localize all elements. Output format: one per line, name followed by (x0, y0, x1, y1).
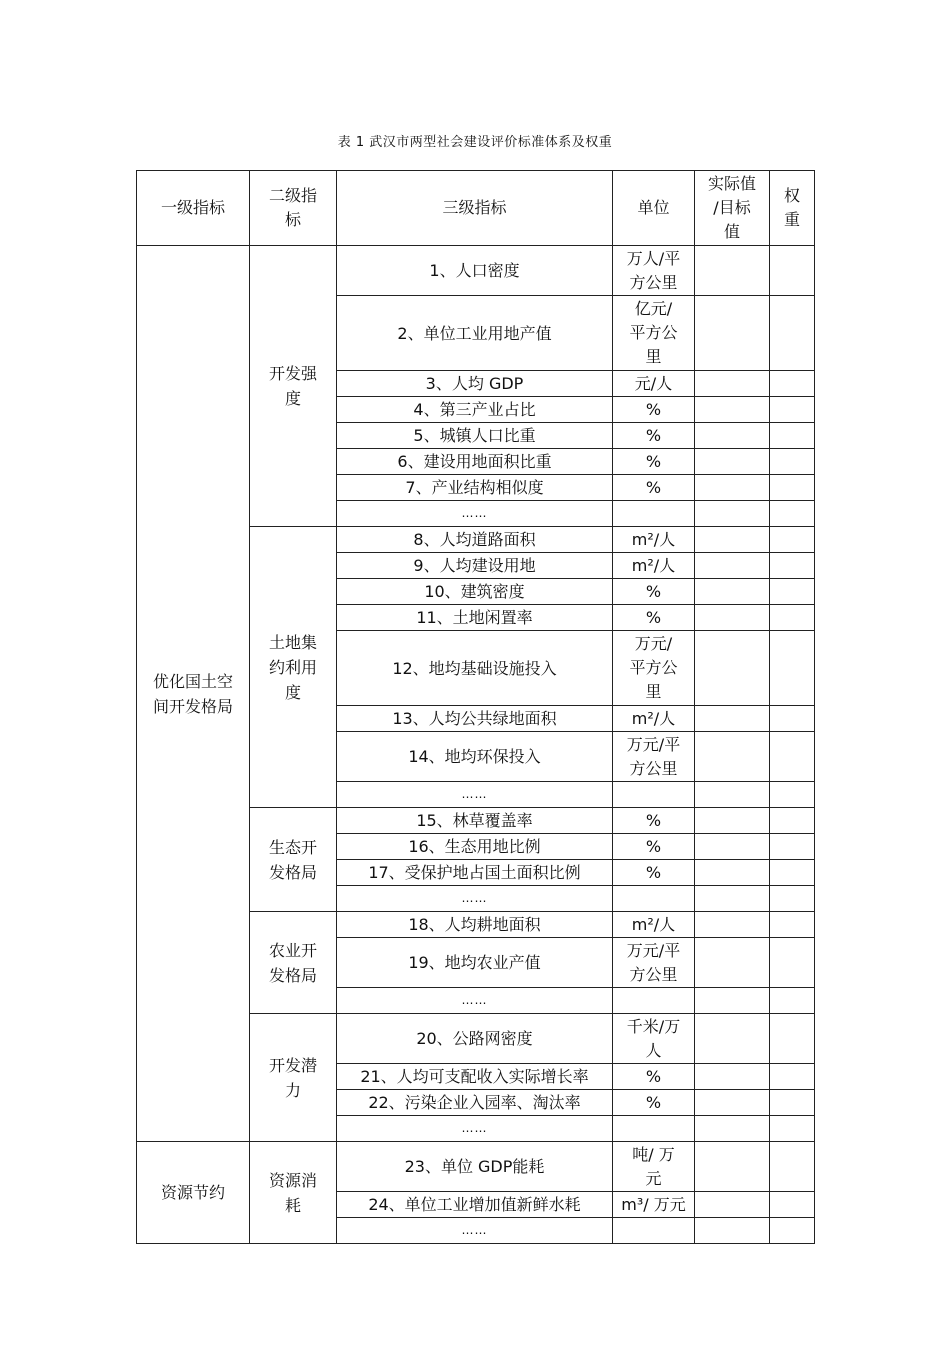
level3-indicator-cell: 2、单位工业用地产值 (337, 296, 613, 371)
actual-target-cell (695, 834, 770, 860)
header-level3: 三级指标 (337, 171, 613, 246)
level3-indicator-cell: 16、生态用地比例 (337, 834, 613, 860)
unit-cell: 万元/平 方公里 (613, 938, 695, 988)
actual-target-cell (695, 1116, 770, 1142)
level3-indicator-cell: 1、人口密度 (337, 246, 613, 296)
unit-cell: % (613, 605, 695, 631)
weight-cell (770, 912, 815, 938)
level3-indicator-cell: 4、第三产业占比 (337, 397, 613, 423)
header-weight: 权 重 (770, 171, 815, 246)
level3-indicator-cell: …… (337, 782, 613, 808)
weight-cell (770, 371, 815, 397)
weight-cell (770, 988, 815, 1014)
weight-cell (770, 1090, 815, 1116)
weight-cell (770, 886, 815, 912)
weight-cell (770, 397, 815, 423)
level2-indicator-cell: 资源消 耗 (250, 1142, 337, 1244)
weight-cell (770, 860, 815, 886)
level3-indicator-cell: 13、人均公共绿地面积 (337, 706, 613, 732)
header-row (137, 171, 815, 246)
unit-cell: 万人/平 方公里 (613, 246, 695, 296)
level3-indicator-cell: 12、地均基础设施投入 (337, 631, 613, 706)
level3-indicator-cell: 22、污染企业入园率、淘汰率 (337, 1090, 613, 1116)
actual-target-cell (695, 1218, 770, 1244)
table-body (137, 246, 815, 1244)
unit-cell: % (613, 860, 695, 886)
unit-cell: 千米/万 人 (613, 1014, 695, 1064)
level3-indicator-cell: 23、单位 GDP能耗 (337, 1142, 613, 1192)
level3-indicator-cell: 14、地均环保投入 (337, 732, 613, 782)
unit-cell: m³/ 万元 (613, 1192, 695, 1218)
actual-target-cell (695, 988, 770, 1014)
unit-cell: 元/人 (613, 371, 695, 397)
unit-cell: % (613, 397, 695, 423)
unit-cell: m²/人 (613, 527, 695, 553)
weight-cell (770, 1142, 815, 1192)
weight-cell (770, 782, 815, 808)
level3-indicator-cell: 15、林草覆盖率 (337, 808, 613, 834)
actual-target-cell (695, 631, 770, 706)
weight-cell (770, 449, 815, 475)
level1-indicator-cell: 资源节约 (137, 1142, 250, 1244)
weight-cell (770, 706, 815, 732)
actual-target-cell (695, 371, 770, 397)
header-level2: 二级指 标 (250, 171, 337, 246)
level3-indicator-cell: 24、单位工业增加值新鲜水耗 (337, 1192, 613, 1218)
actual-target-cell (695, 527, 770, 553)
header-unit: 单位 (613, 171, 695, 246)
weight-cell (770, 938, 815, 988)
unit-cell: % (613, 449, 695, 475)
level3-indicator-cell: 7、产业结构相似度 (337, 475, 613, 501)
unit-cell: 万元/平 方公里 (613, 732, 695, 782)
actual-target-cell (695, 423, 770, 449)
level3-indicator-cell: 9、人均建设用地 (337, 553, 613, 579)
actual-target-cell (695, 475, 770, 501)
level3-indicator-cell: …… (337, 988, 613, 1014)
unit-cell: 万元/ 平方公 里 (613, 631, 695, 706)
level3-indicator-cell: 8、人均道路面积 (337, 527, 613, 553)
level1-indicator-cell: 优化国土空 间开发格局 (137, 246, 250, 1142)
weight-cell (770, 605, 815, 631)
unit-cell (613, 988, 695, 1014)
indicator-table (136, 170, 815, 1244)
level2-indicator-cell: 开发潜 力 (250, 1014, 337, 1142)
level3-indicator-cell: 20、公路网密度 (337, 1014, 613, 1064)
actual-target-cell (695, 732, 770, 782)
table-caption: 表 1 武汉市两型社会建设评价标准体系及权重 (337, 135, 613, 150)
level3-indicator-cell: …… (337, 886, 613, 912)
actual-target-cell (695, 912, 770, 938)
table-row (137, 1142, 815, 1192)
weight-cell (770, 1192, 815, 1218)
unit-cell: % (613, 423, 695, 449)
actual-target-cell (695, 938, 770, 988)
unit-cell: % (613, 475, 695, 501)
level3-indicator-cell: 19、地均农业产值 (337, 938, 613, 988)
actual-target-cell (695, 579, 770, 605)
weight-cell (770, 475, 815, 501)
header-level1: 一级指标 (137, 171, 250, 246)
actual-target-cell (695, 1090, 770, 1116)
weight-cell (770, 1014, 815, 1064)
actual-target-cell (695, 860, 770, 886)
level3-indicator-cell: 10、建筑密度 (337, 579, 613, 605)
weight-cell (770, 1218, 815, 1244)
unit-cell: m²/人 (613, 706, 695, 732)
actual-target-cell (695, 706, 770, 732)
level3-indicator-cell: 3、人均 GDP (337, 371, 613, 397)
level3-indicator-cell: …… (337, 1116, 613, 1142)
unit-cell: % (613, 808, 695, 834)
level3-indicator-cell: 5、城镇人口比重 (337, 423, 613, 449)
weight-cell (770, 631, 815, 706)
actual-target-cell (695, 1014, 770, 1064)
unit-cell (613, 782, 695, 808)
weight-cell (770, 1064, 815, 1090)
weight-cell (770, 808, 815, 834)
weight-cell (770, 579, 815, 605)
unit-cell (613, 1116, 695, 1142)
level3-indicator-cell: 21、人均可支配收入实际增长率 (337, 1064, 613, 1090)
weight-cell (770, 501, 815, 527)
actual-target-cell (695, 1142, 770, 1192)
level3-indicator-cell: …… (337, 501, 613, 527)
actual-target-cell (695, 1064, 770, 1090)
level3-indicator-cell: 18、人均耕地面积 (337, 912, 613, 938)
header-actual-target: 实际值 /目标 值 (695, 171, 770, 246)
unit-cell: m²/人 (613, 553, 695, 579)
unit-cell: 吨/ 万 元 (613, 1142, 695, 1192)
unit-cell: m²/人 (613, 912, 695, 938)
unit-cell: % (613, 1090, 695, 1116)
actual-target-cell (695, 501, 770, 527)
actual-target-cell (695, 886, 770, 912)
unit-cell (613, 1218, 695, 1244)
level3-indicator-cell: …… (337, 1218, 613, 1244)
unit-cell: 亿元/ 平方公 里 (613, 296, 695, 371)
weight-cell (770, 732, 815, 782)
level3-indicator-cell: 6、建设用地面积比重 (337, 449, 613, 475)
weight-cell (770, 1116, 815, 1142)
level2-indicator-cell: 生态开 发格局 (250, 808, 337, 912)
level3-indicator-cell: 17、受保护地占国土面积比例 (337, 860, 613, 886)
level2-indicator-cell: 土地集 约利用 度 (250, 527, 337, 808)
unit-cell: % (613, 834, 695, 860)
unit-cell (613, 501, 695, 527)
actual-target-cell (695, 246, 770, 296)
weight-cell (770, 834, 815, 860)
unit-cell (613, 886, 695, 912)
level2-indicator-cell: 农业开 发格局 (250, 912, 337, 1014)
actual-target-cell (695, 605, 770, 631)
actual-target-cell (695, 449, 770, 475)
weight-cell (770, 553, 815, 579)
unit-cell: % (613, 579, 695, 605)
actual-target-cell (695, 553, 770, 579)
weight-cell (770, 246, 815, 296)
weight-cell (770, 296, 815, 371)
unit-cell: % (613, 1064, 695, 1090)
weight-cell (770, 527, 815, 553)
level2-indicator-cell: 开发强 度 (250, 246, 337, 527)
table-row (137, 246, 815, 296)
actual-target-cell (695, 782, 770, 808)
actual-target-cell (695, 1192, 770, 1218)
actual-target-cell (695, 397, 770, 423)
actual-target-cell (695, 296, 770, 371)
weight-cell (770, 423, 815, 449)
actual-target-cell (695, 808, 770, 834)
level3-indicator-cell: 11、土地闲置率 (337, 605, 613, 631)
